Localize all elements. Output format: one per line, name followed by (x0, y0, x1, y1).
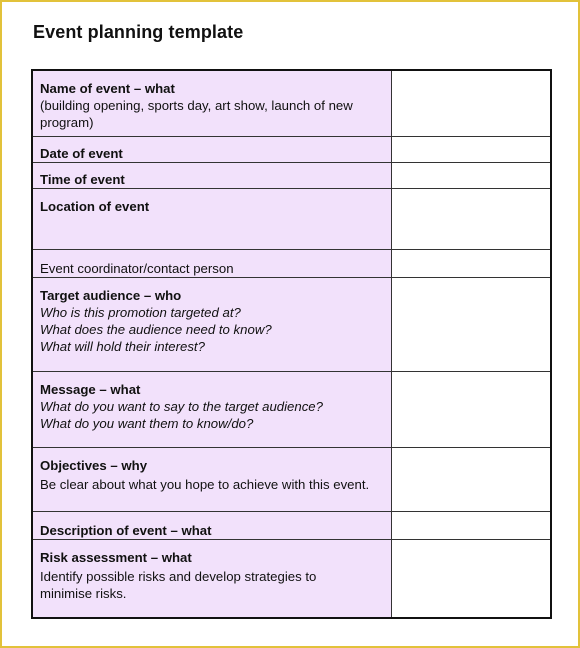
row-label-cell (32, 447, 391, 511)
row-label: Location of event (40, 198, 150, 214)
table-row (32, 188, 551, 249)
value-cell-time-of-event[interactable] (391, 162, 551, 188)
row-description (40, 97, 383, 131)
row-label: Name of event (40, 81, 131, 96)
table-row (32, 277, 551, 371)
row-label-cell (32, 511, 391, 539)
row-description-line: What do you want to say to the target audience? (40, 398, 323, 414)
page-title: Event planning template (33, 22, 244, 42)
row-description-line: (building opening, sports day, art show, launch of new (40, 98, 353, 113)
row-description-line: What does the audience need to know? (40, 321, 272, 337)
table-row (32, 136, 551, 162)
row-label: Date of event (40, 145, 123, 161)
row-description (40, 568, 383, 602)
row-label-cell (32, 277, 391, 371)
value-cell-target-audience[interactable] (391, 277, 551, 371)
table-row (32, 447, 551, 511)
row-label-suffix: – why (106, 457, 148, 473)
row-label-cell (32, 249, 391, 277)
row-label: Message (40, 381, 96, 397)
row-label: Event coordinator/contact person (40, 260, 234, 276)
row-label: Objectives (40, 457, 107, 473)
row-description-line: Identify possible risks and develop strategies to (40, 568, 317, 584)
value-cell-message[interactable] (391, 371, 551, 447)
row-label-suffix: – what (95, 381, 141, 397)
row-label: Risk assessment (40, 549, 148, 565)
row-label: Time of event (40, 171, 125, 187)
table-row (32, 162, 551, 188)
value-cell-risk-assessment[interactable] (391, 539, 551, 618)
row-description-line: minimise risks. (40, 585, 127, 601)
row-label-suffix: – who (140, 287, 182, 303)
row-label: Description of event (40, 522, 167, 538)
row-description-line: What will hold their interest? (40, 338, 205, 354)
row-label-cell (32, 136, 391, 162)
row-label-cell (32, 162, 391, 188)
value-cell-location-of-event[interactable] (391, 188, 551, 249)
event-planning-table (31, 69, 552, 619)
value-cell-description-of-event[interactable] (391, 511, 551, 539)
row-description-line: What do you want them to know/do? (40, 415, 254, 431)
table-row (32, 371, 551, 447)
row-description (40, 398, 383, 432)
row-label-suffix: – what (130, 81, 175, 96)
row-description (40, 476, 383, 493)
table-row (32, 70, 551, 136)
table-row (32, 511, 551, 539)
value-cell-objectives[interactable] (391, 447, 551, 511)
value-cell-date-of-event[interactable] (391, 136, 551, 162)
row-label-suffix: – what (147, 549, 192, 565)
row-description-line: Be clear about what you hope to achieve with this event. (40, 476, 370, 492)
value-cell-name-of-event[interactable] (391, 70, 551, 136)
row-description-line: program) (40, 115, 94, 130)
table-row (32, 249, 551, 277)
row-label-cell (32, 70, 391, 136)
value-cell-event-coordinator[interactable] (391, 249, 551, 277)
row-description (40, 304, 383, 355)
row-label-cell (32, 188, 391, 249)
row-label-cell (32, 539, 391, 618)
row-label-cell (32, 371, 391, 447)
row-label-suffix: – what (166, 522, 212, 538)
table-row (32, 539, 551, 618)
row-description-line: Who is this promotion targeted at? (40, 304, 241, 320)
row-label: Target audience (40, 287, 141, 303)
